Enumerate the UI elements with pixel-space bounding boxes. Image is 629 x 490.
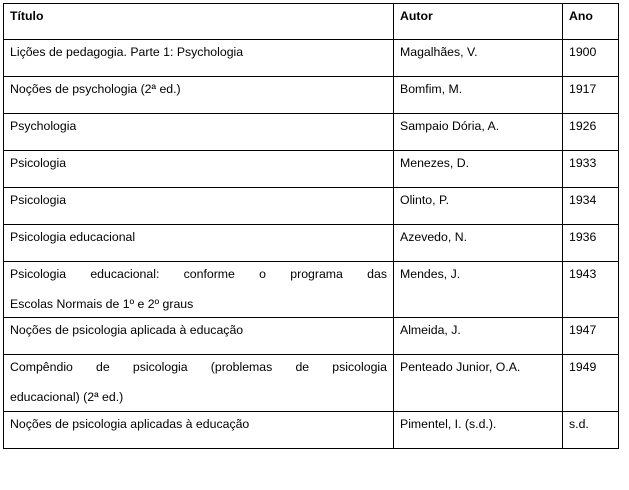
cell-ano: 1934 (563, 188, 619, 225)
cell-ano: 1947 (563, 318, 619, 355)
cell-ano: 1949 (563, 355, 619, 411)
cell-ano: 1943 (563, 262, 619, 318)
table-row (4, 355, 619, 411)
table-header (4, 4, 619, 40)
cell-ano: 1926 (563, 114, 619, 151)
cell-ano: 1936 (563, 225, 619, 262)
cell-autor: Magalhães, V. (394, 40, 563, 77)
cell-autor: Almeida, J. (394, 318, 563, 355)
bibliography-table (3, 3, 619, 449)
cell-titulo-line: educacional) (2ª ed.) (10, 390, 124, 405)
cell-titulo: Noções de psychologia (2ª ed.) (4, 77, 394, 114)
table-row (4, 77, 619, 114)
cell-autor: Penteado Junior, O.A. (394, 355, 563, 411)
table-row (4, 188, 619, 225)
cell-titulo: Lições de pedagogia. Parte 1: Psychologia (4, 40, 394, 77)
cell-ano: 1933 (563, 151, 619, 188)
table-header-row (4, 4, 619, 40)
column-header-autor: Autor (394, 4, 563, 40)
table-row (4, 225, 619, 262)
cell-titulo: Psychologia (4, 114, 394, 151)
cell-ano: 1900 (563, 40, 619, 77)
cell-titulo: Psicologia educacional (4, 225, 394, 262)
cell-titulo-line: Psicologia educacional: conforme o programa das (10, 267, 387, 281)
cell-ano: 1917 (563, 77, 619, 114)
cell-autor: Menezes, D. (394, 151, 563, 188)
cell-titulo-line: Escolas Normais de 1º e 2º graus (10, 296, 194, 311)
table-row (4, 40, 619, 77)
cell-titulo (4, 262, 394, 318)
table-row (4, 151, 619, 188)
cell-titulo: Psicologia (4, 151, 394, 188)
cell-ano: s.d. (563, 411, 619, 448)
cell-autor: Mendes, J. (394, 262, 563, 318)
cell-autor: Olinto, P. (394, 188, 563, 225)
cell-titulo: Noções de psicologia aplicada à educação (4, 318, 394, 355)
table-row (4, 114, 619, 151)
table-body (4, 40, 619, 449)
cell-titulo-line: Compêndio de psicologia (problemas de psicologia (10, 360, 387, 375)
cell-autor: Sampaio Dória, A. (394, 114, 563, 151)
cell-titulo: Noções de psicologia aplicadas à educação (4, 411, 394, 448)
cell-titulo: Psicologia (4, 188, 394, 225)
cell-autor: Bomfim, M. (394, 77, 563, 114)
table-row (4, 262, 619, 318)
table-row (4, 318, 619, 355)
cell-autor: Azevedo, N. (394, 225, 563, 262)
cell-titulo (4, 355, 394, 411)
column-header-ano: Ano (563, 4, 619, 40)
cell-autor: Pimentel, I. (s.d.). (394, 411, 563, 448)
column-header-titulo: Título (4, 4, 394, 40)
table-row (4, 411, 619, 448)
